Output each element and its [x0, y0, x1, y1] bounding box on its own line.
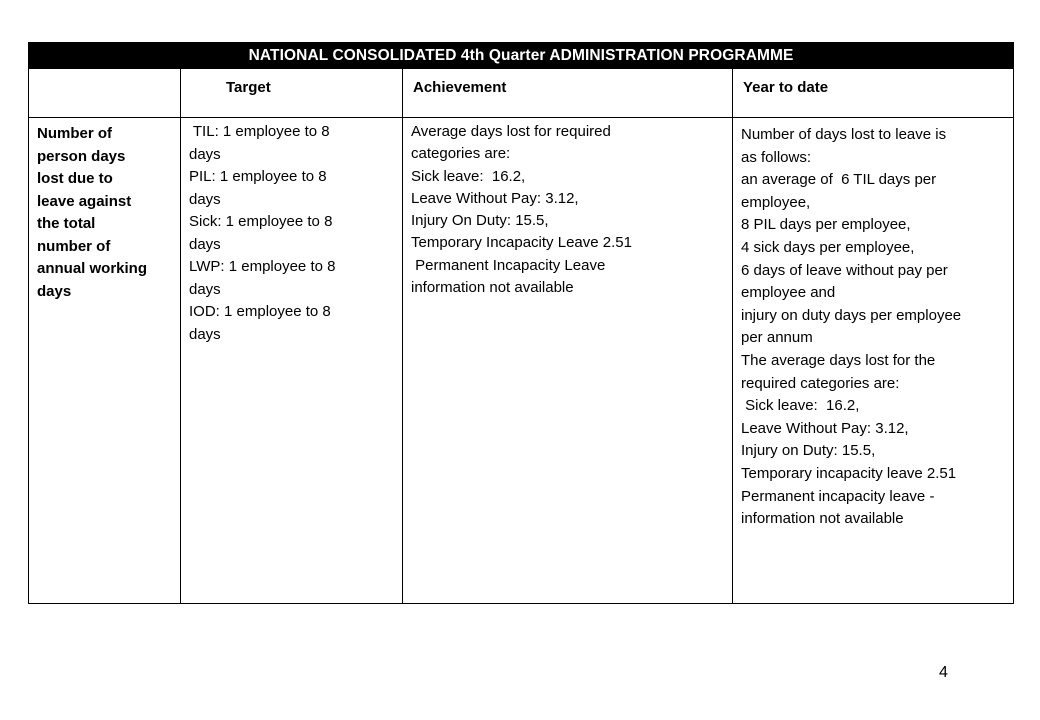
ytd-line: required categories are:: [741, 374, 900, 392]
metric-line: Number of: [37, 125, 112, 142]
achievement-line: information not available: [411, 279, 574, 297]
ytd-line: Number of days lost to leave is: [741, 126, 947, 143]
ytd-line: Sick leave: 16.2,: [741, 397, 860, 415]
header-year-to-date: Year to date: [733, 69, 1014, 118]
metric-line: days: [37, 282, 72, 300]
metric-line: number of: [37, 237, 111, 255]
achievement-line: Average days lost for required: [411, 123, 611, 140]
ytd-line: employee,: [741, 193, 811, 211]
target-line: days: [189, 190, 221, 208]
header-achievement: Achievement: [403, 69, 733, 118]
header-target: Target: [181, 69, 403, 118]
metric-line: person days: [37, 147, 126, 165]
ytd-line: information not available: [741, 510, 904, 528]
achievement-line: categories are:: [411, 145, 511, 163]
ytd-line: Injury on Duty: 15.5,: [741, 442, 876, 460]
target-line: days: [189, 145, 221, 163]
table-row: [29, 118, 1014, 604]
target-line: LWP: 1 employee to 8: [189, 258, 336, 275]
metric-cell: [29, 118, 181, 604]
ytd-line: employee and: [741, 284, 836, 302]
metric-line: lost due to: [37, 170, 113, 187]
ytd-line: 4 sick days per employee,: [741, 238, 915, 256]
target-line: days: [189, 235, 221, 253]
ytd-line: an average of 6 TIL days per: [741, 171, 937, 189]
ytd-line: Temporary incapacity leave 2.51: [741, 464, 957, 482]
table-header-row: [29, 69, 1014, 118]
ytd-line: 8 PIL days per employee,: [741, 216, 911, 234]
target-cell: [181, 118, 403, 604]
page-number: 4: [939, 664, 948, 681]
ytd-line: 6 days of leave without pay per: [741, 261, 948, 279]
target-line: IOD: 1 employee to 8: [189, 303, 331, 320]
ytd-line: injury on duty days per employee: [741, 306, 962, 324]
metric-line: leave against: [37, 192, 132, 210]
achievement-line: Sick leave: 16.2,: [411, 167, 526, 185]
achievement-cell: [403, 118, 733, 604]
ytd-line: Leave Without Pay: 3.12,: [741, 419, 909, 437]
administration-programme-table: [28, 42, 1014, 604]
metric-line: annual working: [37, 260, 148, 277]
ytd-line: Permanent incapacity leave -: [741, 487, 935, 505]
header-empty-cell: [29, 69, 181, 118]
target-line: days: [189, 280, 221, 298]
achievement-line: Injury On Duty: 15.5,: [411, 212, 549, 230]
achievement-line: Leave Without Pay: 3.12,: [411, 189, 579, 207]
target-line: TIL: 1 employee to 8: [189, 123, 330, 140]
achievement-line: Permanent Incapacity Leave: [411, 256, 606, 274]
target-line: Sick: 1 employee to 8: [189, 213, 333, 230]
target-line: PIL: 1 employee to 8: [189, 168, 327, 185]
year-to-date-cell: [733, 118, 1014, 604]
table-title: NATIONAL CONSOLIDATED 4th Quarter ADMINISTRATION PROGRAMME: [29, 43, 1014, 69]
target-line: days: [189, 325, 221, 343]
ytd-line: as follows:: [741, 148, 812, 166]
ytd-line: The average days lost for the: [741, 351, 936, 369]
ytd-line: per annum: [741, 329, 813, 347]
table-title-row: [29, 43, 1014, 69]
metric-line: the total: [37, 215, 96, 232]
achievement-line: Temporary Incapacity Leave 2.51: [411, 234, 632, 252]
